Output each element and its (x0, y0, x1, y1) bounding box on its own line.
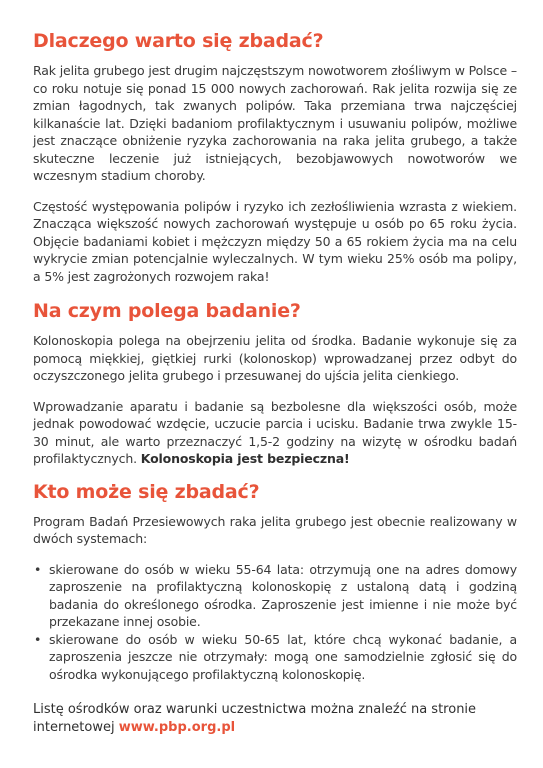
footer-note (33, 701, 517, 737)
section-who-can-get-tested (33, 481, 517, 684)
safety-statement: Kolonoskopia jest bezpieczna! (140, 451, 350, 466)
website-link[interactable]: www.pbp.org.pl (118, 720, 236, 735)
bullet-icon: • (34, 631, 42, 647)
list-item (33, 561, 517, 631)
paragraph-program-intro: Program Badań Przesiewowych raka jelita grubego jest obecnie realizowany w dwóch systemach: (33, 513, 517, 546)
list-item-text: skierowane do osób w wieku 55-64 lata: otrzymują one na adres domowy zaproszenie na profilaktyczną kolonoskopię z ustaloną datą i godziną badania do określonego ośrodka. Zaproszenie jest imienne i nie może być przekazane innej osobie. (49, 561, 517, 629)
paragraph-exam-details (33, 398, 517, 468)
eligibility-list (33, 561, 517, 684)
heading-why-get-tested: Dlaczego warto się zbadać? (33, 30, 324, 52)
paragraph-colonoscopy-description: Kolonoskopia polega na obejrzeniu jelita od środka. Badanie wykonuje się za pomocą miękkiej, giętkiej rurki (kolonoskop) wprowadzanej przez odbyt do oczyszczonego jelita grubego i przesuwanej do ujścia jelita cienkiego. (33, 333, 517, 383)
footer-text: Listę ośrodków oraz warunki uczestnictwa można znaleźć na stronie internetowej (33, 702, 477, 735)
heading-what-is-the-exam: Na czym polega badanie? (33, 300, 301, 322)
list-item (33, 631, 517, 684)
bullet-icon: • (34, 561, 42, 577)
section-what-is-the-exam (33, 300, 517, 468)
paragraph-colorectal-cancer-intro: Rak jelita grubego jest drugim najczęstszym nowotworem złośliwym w Polsce – co roku notuje się ponad 15 000 nowych zachorowań. Rak jelita rozwija się ze zmian łagodnych, tak zwanych polipów. Taka przemiana trwa najczęściej kilkanaście lat. Dzięki badaniom profilaktycznym i usuwaniu polipów, możliwe jest znaczące obniżenie ryzyka zachorowania na raka jelita grubego, a także skuteczne leczenie już istniejących, bezobjawowych nowotworów we wczesnym stadium choroby. (33, 63, 517, 183)
section-why-get-tested (33, 30, 517, 285)
heading-who-can-get-tested: Kto może się zbadać? (33, 480, 260, 503)
list-item-text: skierowane do osób w wieku 50-65 lat, które chcą wykonać badanie, a zaproszenia jeszcze nie otrzymały: mogą one samodzielnie zgłosić się do ośrodka wykonującego profilaktyczną kolonoskopię. (49, 631, 517, 682)
exam-details-text: Wprowadzanie aparatu i badanie są bezbolesne dla większości osób, może jednak powodować wzdęcie, uczucie parcia i ucisku. Badanie trwa zwykle 15-30 minut, ale warto przeznaczyć 1,5-2 godziny na wizytę w ośrodku badań profilaktycznych. (33, 398, 517, 466)
paragraph-polyp-risk: Częstość występowania polipów i ryzyko ich zezłośliwienia wzrasta z wiekiem. Znacząca większość nowych zachorowań występuje u osób po 65 roku życia. Objęcie badaniami kobiet i mężczyzn między 50 a 65 rokiem życia ma na celu wykrycie zmian potencjalnie wyleczalnych. W tym wieku 25% osób ma polipy, a 5% jest zagrożonych rozwojem raka! (33, 198, 517, 284)
